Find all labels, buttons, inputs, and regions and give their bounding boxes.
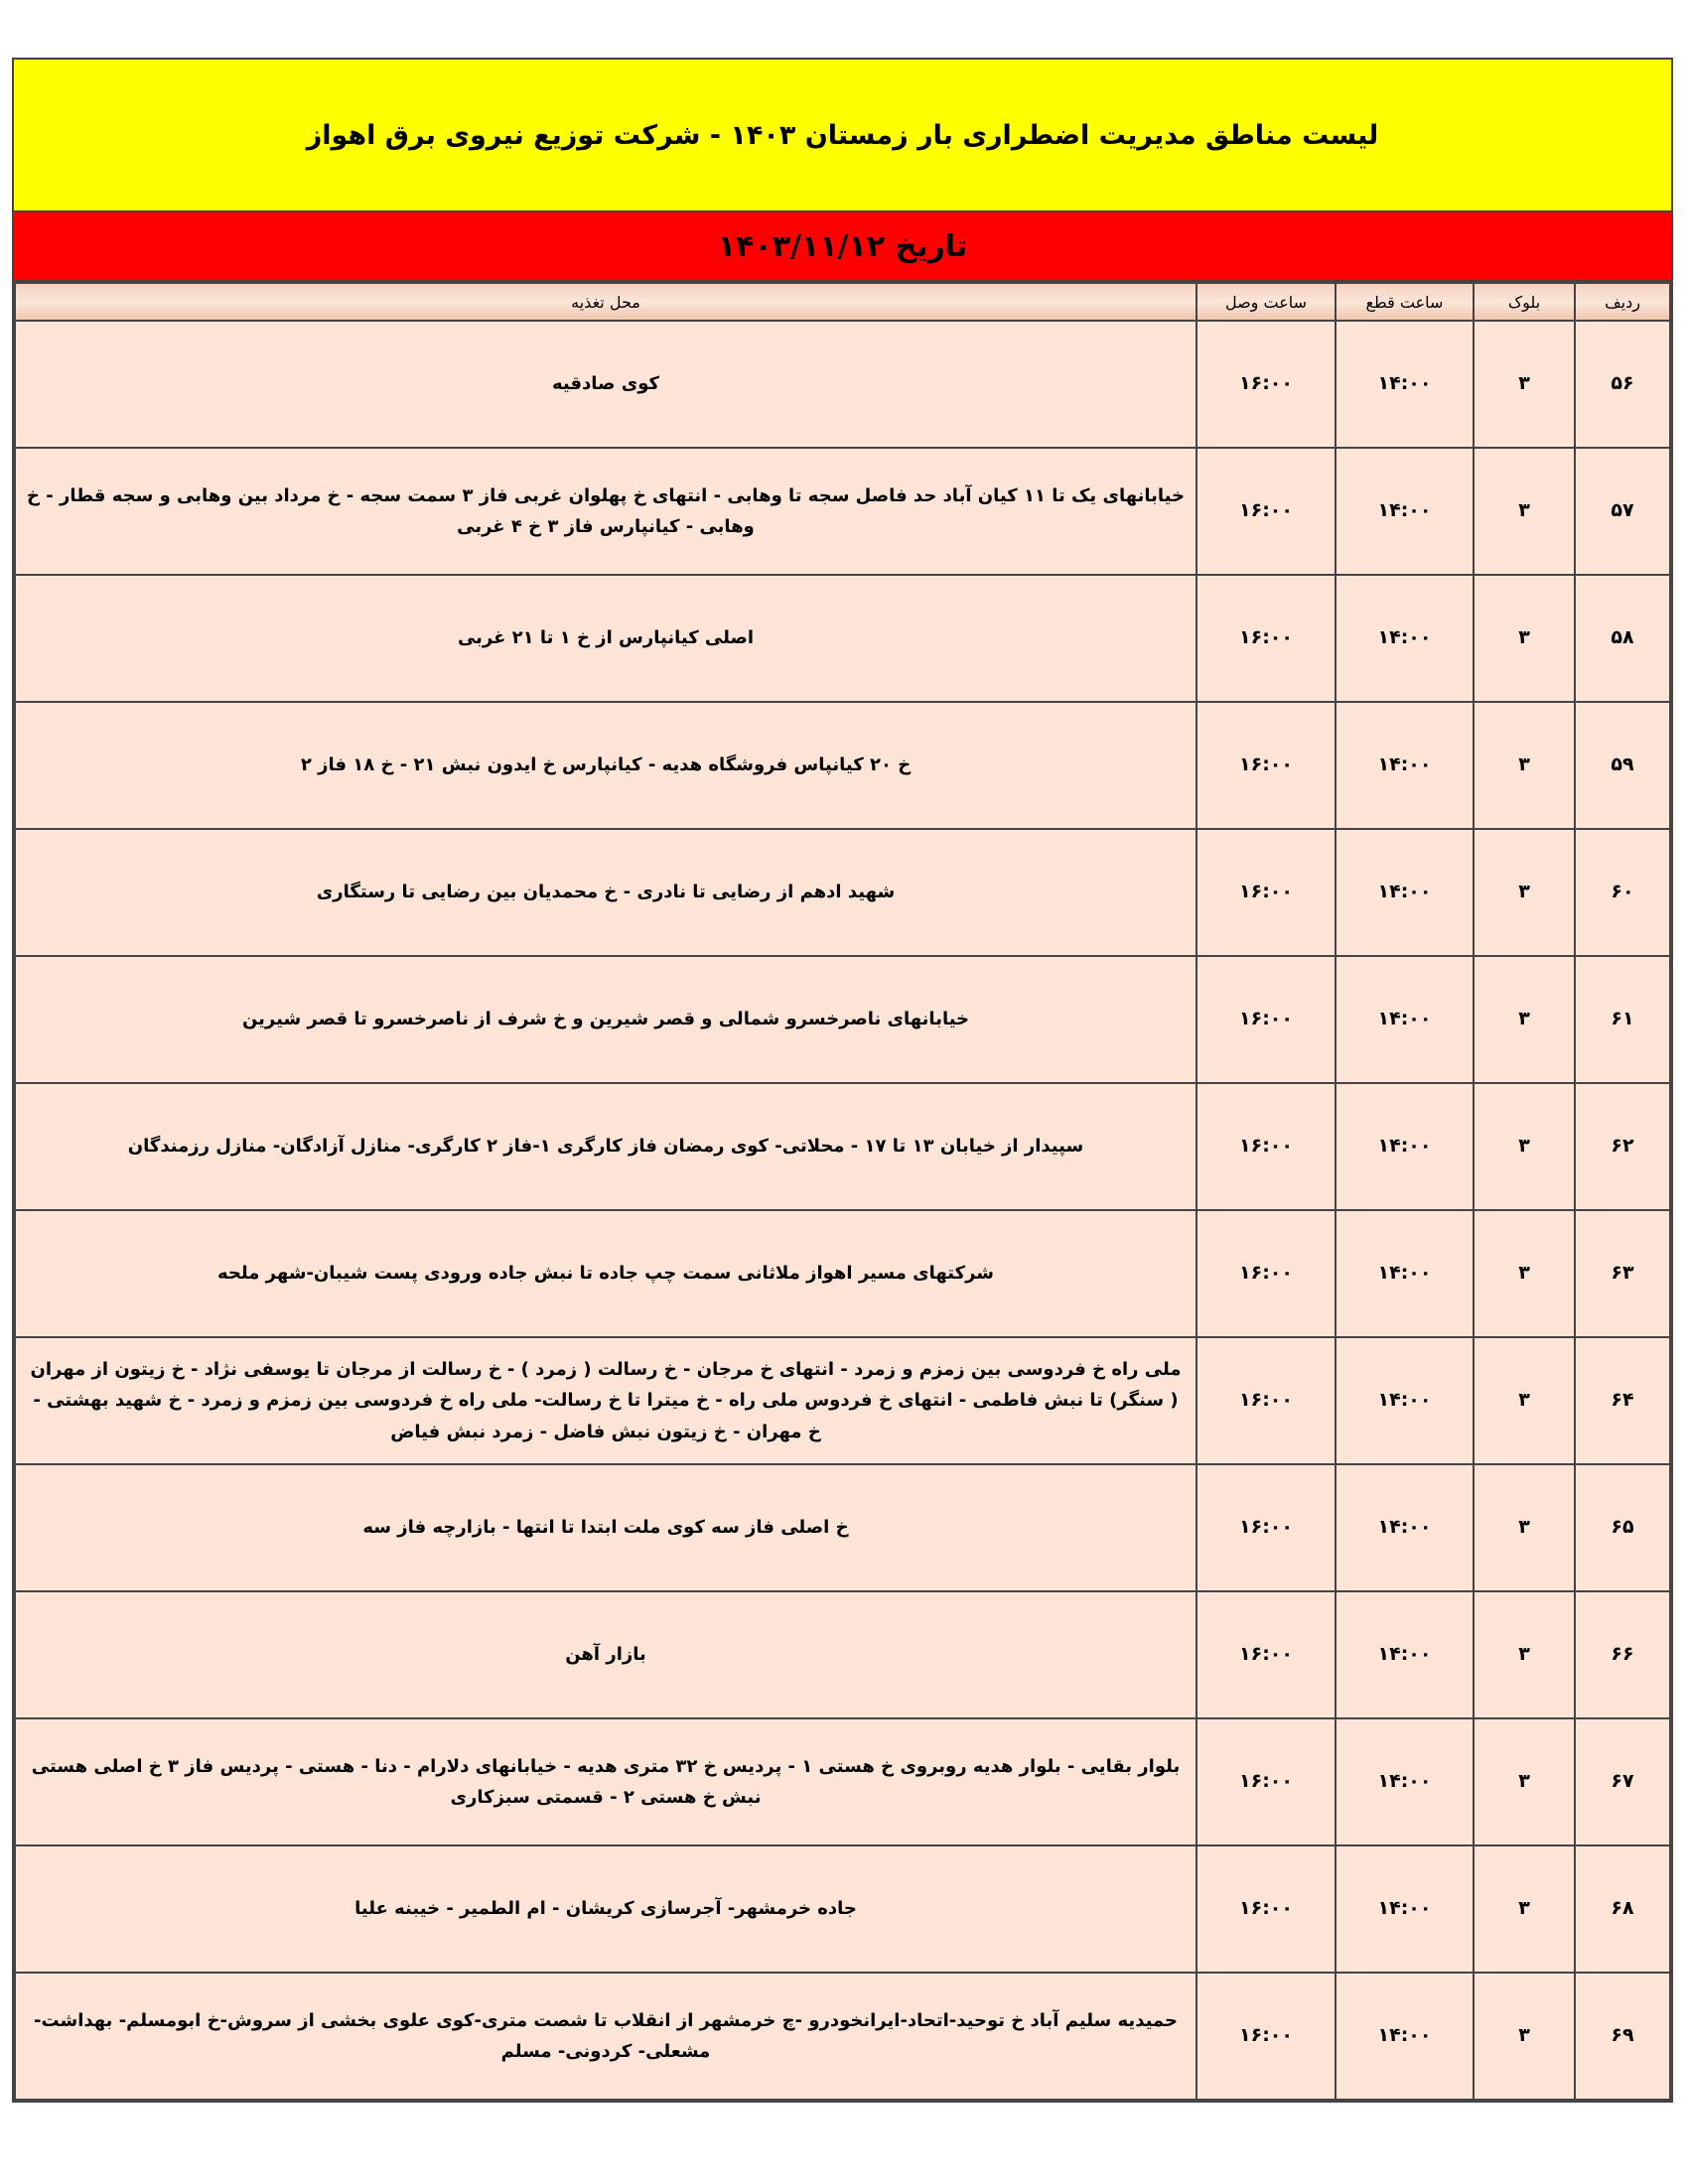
table-row xyxy=(15,829,1670,956)
schedule-sheet xyxy=(12,58,1673,2103)
connect-time-cell: ۱۶:۰۰ xyxy=(1196,1210,1336,1337)
row-number-cell: ۵۹ xyxy=(1575,702,1670,829)
outage-table xyxy=(14,282,1671,2101)
cut-time-cell: ۱۴:۰۰ xyxy=(1336,956,1474,1083)
cut-time-cell: ۱۴:۰۰ xyxy=(1336,1083,1474,1210)
location-cell: جاده خرمشهر- آجرسازی کریشان - ام الطمیر - خیبنه علیا xyxy=(15,1845,1196,1973)
table-row xyxy=(15,1210,1670,1337)
table-row xyxy=(15,1464,1670,1591)
connect-time-cell: ۱۶:۰۰ xyxy=(1196,702,1336,829)
row-number-cell: ۵۷ xyxy=(1575,448,1670,575)
column-header-cut-time: ساعت قطع xyxy=(1336,283,1474,321)
connect-time-cell: ۱۶:۰۰ xyxy=(1196,956,1336,1083)
block-cell: ۳ xyxy=(1474,1464,1575,1591)
block-cell: ۳ xyxy=(1474,1083,1575,1210)
table-header-row xyxy=(15,283,1670,321)
table-row xyxy=(15,956,1670,1083)
row-number-cell: ۶۱ xyxy=(1575,956,1670,1083)
table-row xyxy=(15,448,1670,575)
cut-time-cell: ۱۴:۰۰ xyxy=(1336,321,1474,448)
cut-time-cell: ۱۴:۰۰ xyxy=(1336,575,1474,702)
block-cell: ۳ xyxy=(1474,1718,1575,1845)
location-cell: سپیدار از خیابان ۱۳ تا ۱۷ - محلاتی- کوی رمضان فاز کارگری ۱-فاز ۲ کارگری- منازل آزادگان- منازل رزمندگان xyxy=(15,1083,1196,1210)
location-cell: خ ۲۰ کیانپاس فروشگاه هدیه - کیانپارس خ ایدون نبش ۲۱ - خ ۱۸ فاز ۲ xyxy=(15,702,1196,829)
connect-time-cell: ۱۶:۰۰ xyxy=(1196,1718,1336,1845)
location-cell: شرکتهای مسیر اهواز ملاثانی سمت چپ جاده تا نبش جاده ورودی پست شیبان-شهر ملحه xyxy=(15,1210,1196,1337)
cut-time-cell: ۱۴:۰۰ xyxy=(1336,1337,1474,1464)
row-number-cell: ۶۶ xyxy=(1575,1591,1670,1718)
table-row xyxy=(15,1083,1670,1210)
row-number-cell: ۶۸ xyxy=(1575,1845,1670,1973)
block-cell: ۳ xyxy=(1474,321,1575,448)
connect-time-cell: ۱۶:۰۰ xyxy=(1196,1337,1336,1464)
location-cell: اصلی کیانپارس از خ ۱ تا ۲۱ غربی xyxy=(15,575,1196,702)
connect-time-cell: ۱۶:۰۰ xyxy=(1196,321,1336,448)
cut-time-cell: ۱۴:۰۰ xyxy=(1336,1210,1474,1337)
location-cell: خیابانهای ناصرخسرو شمالی و قصر شیرین و خ شرف از ناصرخسرو تا قصر شیرین xyxy=(15,956,1196,1083)
location-cell: بازار آهن xyxy=(15,1591,1196,1718)
block-cell: ۳ xyxy=(1474,1591,1575,1718)
block-cell: ۳ xyxy=(1474,702,1575,829)
row-number-cell: ۶۵ xyxy=(1575,1464,1670,1591)
location-cell: کوی صادقیه xyxy=(15,321,1196,448)
connect-time-cell: ۱۶:۰۰ xyxy=(1196,1845,1336,1973)
row-number-cell: ۶۲ xyxy=(1575,1083,1670,1210)
block-cell: ۳ xyxy=(1474,1973,1575,2100)
cut-time-cell: ۱۴:۰۰ xyxy=(1336,1591,1474,1718)
table-row xyxy=(15,1337,1670,1464)
connect-time-cell: ۱۶:۰۰ xyxy=(1196,1464,1336,1591)
row-number-cell: ۵۶ xyxy=(1575,321,1670,448)
row-number-cell: ۶۰ xyxy=(1575,829,1670,956)
block-cell: ۳ xyxy=(1474,1210,1575,1337)
block-cell: ۳ xyxy=(1474,1337,1575,1464)
column-header-row-number: ردیف xyxy=(1575,283,1670,321)
column-header-location: محل تغذیه xyxy=(15,283,1196,321)
block-cell: ۳ xyxy=(1474,829,1575,956)
location-cell: بلوار بقایی - بلوار هدیه روبروی خ هستی ۱ - پردیس خ ۳۲ متری هدیه - خیابانهای دلارام - دنا - هستی - پردیس فاز ۳ خ اصلی هستی نبش خ هستی ۲ - قسمتی سبزکاری xyxy=(15,1718,1196,1845)
row-number-cell: ۶۳ xyxy=(1575,1210,1670,1337)
connect-time-cell: ۱۶:۰۰ xyxy=(1196,1083,1336,1210)
block-cell: ۳ xyxy=(1474,956,1575,1083)
table-row xyxy=(15,1845,1670,1973)
location-cell: حمیدیه سلیم آباد خ توحید-اتحاد-ایرانخودرو -چ خرمشهر از انقلاب تا شصت متری-کوی علوی بخشی از سروش-خ ابومسلم- بهداشت- مشعلی- کردونی- مسلم xyxy=(15,1973,1196,2100)
block-cell: ۳ xyxy=(1474,448,1575,575)
table-row xyxy=(15,575,1670,702)
location-cell: خ اصلی فاز سه کوی ملت ابتدا تا انتها - بازارچه فاز سه xyxy=(15,1464,1196,1591)
cut-time-cell: ۱۴:۰۰ xyxy=(1336,1718,1474,1845)
table-row xyxy=(15,1591,1670,1718)
column-header-block: بلوک xyxy=(1474,283,1575,321)
table-row xyxy=(15,702,1670,829)
column-header-connect-time: ساعت وصل xyxy=(1196,283,1336,321)
location-cell: خیابانهای یک تا ۱۱ کیان آباد حد فاصل سجه تا وهابی - انتهای خ پهلوان غربی فاز ۳ سمت سجه - خ مرداد بین وهابی و سجه قطار - خ وهابی - کیانپارس فاز ۳ خ ۴ غربی xyxy=(15,448,1196,575)
connect-time-cell: ۱۶:۰۰ xyxy=(1196,575,1336,702)
cut-time-cell: ۱۴:۰۰ xyxy=(1336,829,1474,956)
row-number-cell: ۵۸ xyxy=(1575,575,1670,702)
connect-time-cell: ۱۶:۰۰ xyxy=(1196,448,1336,575)
cut-time-cell: ۱۴:۰۰ xyxy=(1336,1973,1474,2100)
location-cell: ملی راه خ فردوسی بین زمزم و زمرد - انتهای خ مرجان - خ رسالت ( زمرد ) - خ رسالت از مرجان تا یوسفی نژاد - خ زیتون از مهران ( سنگر) تا نبش فاطمی - انتهای خ فردوس ملی راه - خ میترا تا خ رسالت- ملی راه خ فردوسی بین زمزم و زمرد - خ شهید بهشتی - خ مهران - خ زیتون نبش فاضل - زمرد نبش فیاض xyxy=(15,1337,1196,1464)
cut-time-cell: ۱۴:۰۰ xyxy=(1336,1845,1474,1973)
connect-time-cell: ۱۶:۰۰ xyxy=(1196,1591,1336,1718)
document-title: لیست مناطق مدیریت اضطراری بار زمستان ۱۴۰۳ - شرکت توزیع نیروی برق اهواز xyxy=(14,60,1671,212)
cut-time-cell: ۱۴:۰۰ xyxy=(1336,448,1474,575)
table-row xyxy=(15,1718,1670,1845)
row-number-cell: ۶۹ xyxy=(1575,1973,1670,2100)
connect-time-cell: ۱۶:۰۰ xyxy=(1196,829,1336,956)
row-number-cell: ۶۴ xyxy=(1575,1337,1670,1464)
row-number-cell: ۶۷ xyxy=(1575,1718,1670,1845)
location-cell: شهید ادهم از رضایی تا نادری - خ محمدیان بین رضایی تا رستگاری xyxy=(15,829,1196,956)
table-row xyxy=(15,1973,1670,2100)
block-cell: ۳ xyxy=(1474,575,1575,702)
table-row xyxy=(15,321,1670,448)
block-cell: ۳ xyxy=(1474,1845,1575,1973)
date-banner: تاریخ ۱۴۰۳/۱۱/۱۲ xyxy=(14,212,1671,282)
cut-time-cell: ۱۴:۰۰ xyxy=(1336,702,1474,829)
connect-time-cell: ۱۶:۰۰ xyxy=(1196,1973,1336,2100)
cut-time-cell: ۱۴:۰۰ xyxy=(1336,1464,1474,1591)
